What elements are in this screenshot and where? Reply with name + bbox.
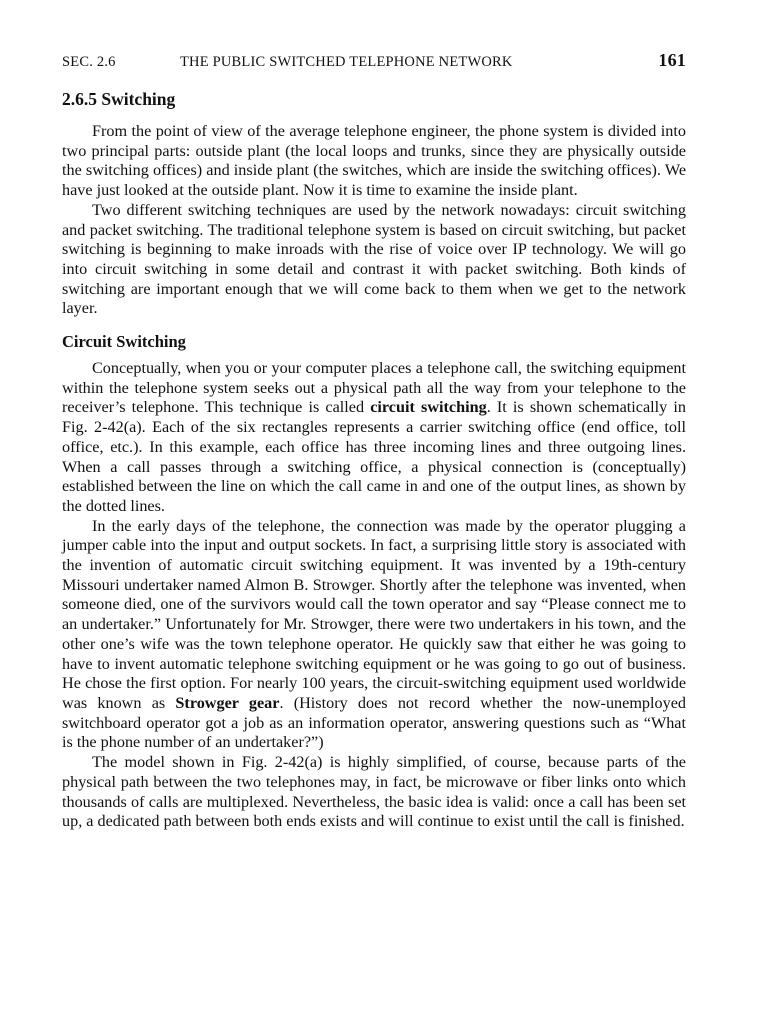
page-number: 161 xyxy=(658,50,686,70)
section-heading: 2.6.5 Switching xyxy=(62,89,176,109)
section-reference: SEC. 2.6 xyxy=(62,54,116,70)
spacer xyxy=(62,319,686,325)
subsection-heading: Circuit Switching xyxy=(62,332,186,352)
paragraph-text: . (History does not record whether the now-unemployed switchboard operator got a job as an information operator, answering questions such as “What is the phone number of an undertaker?”) xyxy=(62,693,686,752)
bold-term: circuit switching xyxy=(370,398,487,417)
paragraph-text: Conceptually, when you or your computer places a telephone call, the switching equipment within the telephone system seeks out a physical path all the way from your telephone to the receiver’s telephone. This technique is called xyxy=(62,359,686,417)
paragraph xyxy=(62,359,686,517)
paragraph: The model shown in Fig. 2-42(a) is highly simplified, of course, because parts of the physical path between the two telephones may, in fact, be microwave or fiber links onto which thousands of calls are multiplexed. Nevertheless, the basic idea is valid: once a call has been set up, a dedicated path between both ends exists and will continue to exist until the call is finished. xyxy=(62,753,686,831)
bold-term: Strowger gear xyxy=(175,693,280,712)
chapter-title: THE PUBLIC SWITCHED TELEPHONE NETWORK xyxy=(180,54,513,70)
paragraph: From the point of view of the average telephone engineer, the phone system is divided into two principal parts: outside plant (the local loops and trunks, since they are physically outside the switching offices) and inside plant (the switches, which are inside the switching offices). We have just looked at the outside plant. Now it is time to examine the inside plant. xyxy=(62,122,686,200)
paragraph xyxy=(62,517,686,753)
running-header xyxy=(62,48,686,78)
paragraph-text: In the early days of the telephone, the connection was made by the operator plugging a jumper cable into the input and output sockets. In fact, a surprising little story is associated with the invention of automatic circuit switching equipment. It was invented by a 19th-century Missouri undertaker named Almon B. Strowger. Shortly after the telephone was invented, when someone died, one of the survivors would call the town operator and say “Please connect me to an undertaker.” Unfortunately for Mr. Strowger, there were two undertakers in his town, and the other one’s wife was the town telephone operator. He quickly saw that either he was going to have to invent automatic telephone switching equipment or he was going to go out of business. He chose the first option. For nearly 100 years, the circuit-switching equipment used worldwide was known as xyxy=(62,516,686,712)
paragraph-text: . It is shown schematically in Fig. 2-42(a). Each of the six rectangles represents a carrier switching office (end office, toll office, etc.). In this example, each office has three incoming lines and three outgoing lines. When a call passes through a switching office, a physical connection is (conceptually) established between the line on which the call came in and one of the output lines, as shown by the dotted lines. xyxy=(62,398,687,515)
book-page xyxy=(62,48,686,832)
paragraph: Two different switching techniques are used by the network nowadays: circuit switching and packet switching. The traditional telephone system is based on circuit switching, but packet switching is beginning to make inroads with the rise of voice over IP technology. We will go into circuit switching in some detail and contrast it with packet switching. Both kinds of switching are important enough that we will come back to them when we get to the network layer. xyxy=(62,200,686,318)
